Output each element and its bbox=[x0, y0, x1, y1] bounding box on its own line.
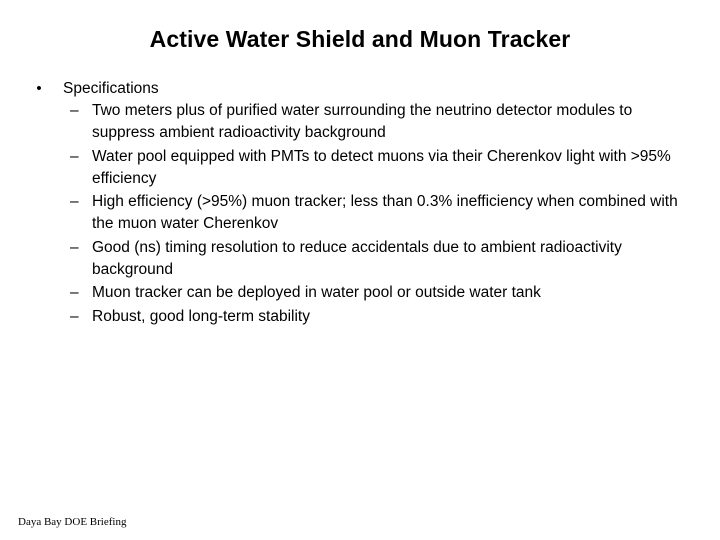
list-item bbox=[70, 191, 695, 235]
dash-icon: – bbox=[70, 307, 79, 325]
dash-icon: – bbox=[70, 193, 79, 210]
list-item-text: Two meters plus of purified water surrounding the neutrino detector modules to suppress ambient radioactivity background bbox=[92, 102, 633, 141]
footer-text: Daya Bay DOE Briefing bbox=[18, 516, 127, 528]
list-item-text: Good (ns) timing resolution to reduce accidentals due to ambient radioactivity background bbox=[92, 238, 622, 278]
dash-icon: – bbox=[70, 147, 79, 165]
list-item bbox=[70, 237, 695, 281]
list-item-text: Water pool equipped with PMTs to detect muons via their Cherenkov light with >95% efficiency bbox=[92, 147, 671, 187]
list-item-text: Robust, good long-term stability bbox=[92, 307, 310, 325]
dash-icon: – bbox=[70, 284, 79, 301]
list-item bbox=[70, 146, 695, 190]
dash-icon: – bbox=[70, 238, 79, 256]
bullet-dot-icon: • bbox=[36, 80, 42, 97]
list-item-text: Muon tracker can be deployed in water pool or outside water tank bbox=[92, 284, 541, 301]
list-item bbox=[70, 306, 695, 328]
dash-icon: – bbox=[70, 102, 79, 119]
slide-title: Active Water Shield and Muon Tracker bbox=[149, 26, 571, 52]
list-item bbox=[70, 100, 695, 144]
bullet-label: Specifications bbox=[63, 80, 159, 97]
specifications-list bbox=[70, 100, 695, 329]
list-item bbox=[70, 282, 695, 304]
list-item-text: High efficiency (>95%) muon tracker; less than 0.3% inefficiency when combined with the muon water Cherenkov bbox=[92, 193, 678, 232]
